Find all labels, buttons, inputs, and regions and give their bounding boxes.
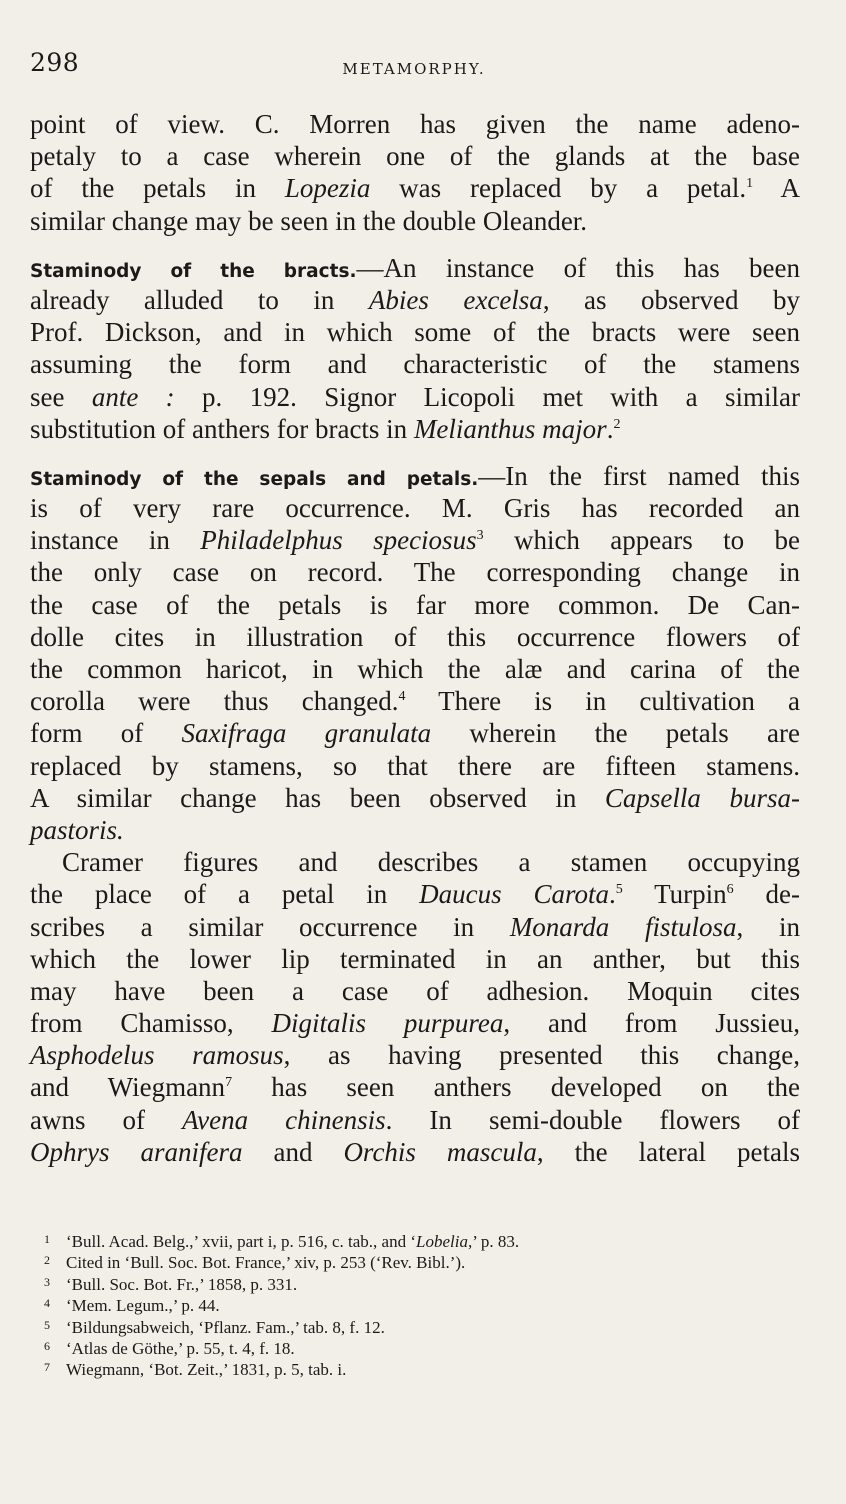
text-line: form of Saxifraga granulata wherein the petals are [30,718,800,749]
text-line: is of very rare occurrence. M. Gris has recorded an [30,493,800,524]
text-line: instance in Philadelphus speciosus$^3$ which appears to be [30,525,800,556]
footnote: 1 ‘Bull. Acad. Belg.,’ xvii, part i, p. 516, c. tab., and ‘Lobelia,’ p. 83. [44,1232,520,1251]
text-line: corolla were thus changed.$^4$ There is in cultivation a [30,686,800,717]
text-line: point of view. C. Morren has given the name adeno- [30,109,800,139]
text-line: the place of a petal in Daucus Carota.$^5$ Turpin$^6$ de- [30,879,800,910]
footnotes [44,1229,784,1379]
text-line: assuming the form and characteristic of the stamens [30,349,800,380]
text-line: Asphodelus ramosus, as having presented this change, [30,1040,801,1071]
footnote: 3 ‘Bull. Soc. Bot. Fr.,’ 1858, p. 331. [44,1274,298,1294]
page-number: 298 [30,48,80,77]
text-line: which the lower lip terminated in an anther, but this [30,943,800,974]
text-line: scribes a similar occurrence in Monarda fistulosa, in [30,911,800,942]
running-title: METAMORPHY. [342,60,486,78]
text-line: the common haricot, in which the alæ and carina of the [30,654,800,684]
footnote: 6 ‘Atlas de Göthe,’ p. 55, t. 4, f. 18. [44,1338,295,1358]
text-line: of the petals in Lopezia was replaced by a petal.$^1$ A [30,173,800,204]
text-line: see ante : p. 192. Signor Licopoli met with a similar [30,381,801,412]
text-line: Staminody of the sepals and petals.—In the first named this [30,460,800,491]
text-line: the case of the petals is far more common. De Can- [30,589,800,620]
page-header [30,48,798,88]
text-line: may have been a case of adhesion. Moquin cites [30,975,800,1006]
text-line: replaced by stamens, so that there are fifteen stamens. [30,750,800,781]
section-heading: Staminody of the sepals and petals. [30,468,479,490]
footnote: 4 ‘Mem. Legum.,’ p. 44. [44,1296,220,1316]
text-line: Prof. Dickson, and in which some of the bracts were seen [30,317,800,348]
text-line: dolle cites in illustration of this occurrence flowers of [30,621,800,652]
text-line: A similar change has been observed in Capsella bursa- [30,782,800,813]
text-line: Cramer figures and describes a stamen occupying [62,847,800,878]
text-line: substitution of anthers for bracts in Melianthus major.$^2$ [30,413,621,444]
section-heading: Staminody of the bracts. [30,260,357,282]
footnote: 7 Wiegmann, ‘Bot. Zeit.,’ 1831, p. 5, tab. i. [44,1360,347,1380]
body-text [30,108,800,1168]
text-line: Staminody of the bracts.—An instance of this has been [30,252,801,283]
footnote: 5 ‘Bildungsabweich, ‘Pflanz. Fam.,’ tab. 8, f. 12. [44,1317,385,1337]
text-line: Ophrys aranifera and Orchis mascula, the lateral petals [30,1136,800,1167]
text-line: similar change may be seen in the double Oleander. [30,205,588,236]
text-line: petaly to a case wherein one of the glands at the base [30,141,800,172]
text-line: the only case on record. The corresponding change in [30,557,800,588]
text-line: pastoris. [30,814,124,845]
text-line: already alluded to in Abies excelsa, as observed by [30,284,800,315]
text-line: and Wiegmann$^7$ has seen anthers developed on the [30,1072,801,1103]
text-line: from Chamisso, Digitalis purpurea, and from Jussieu, [30,1008,800,1039]
text-line: awns of Avena chinensis. In semi-double flowers of [30,1104,800,1135]
footnote: 2 Cited in ‘Bull. Soc. Bot. France,’ xiv, p. 253 (‘Rev. Bibl.’). [44,1253,466,1273]
